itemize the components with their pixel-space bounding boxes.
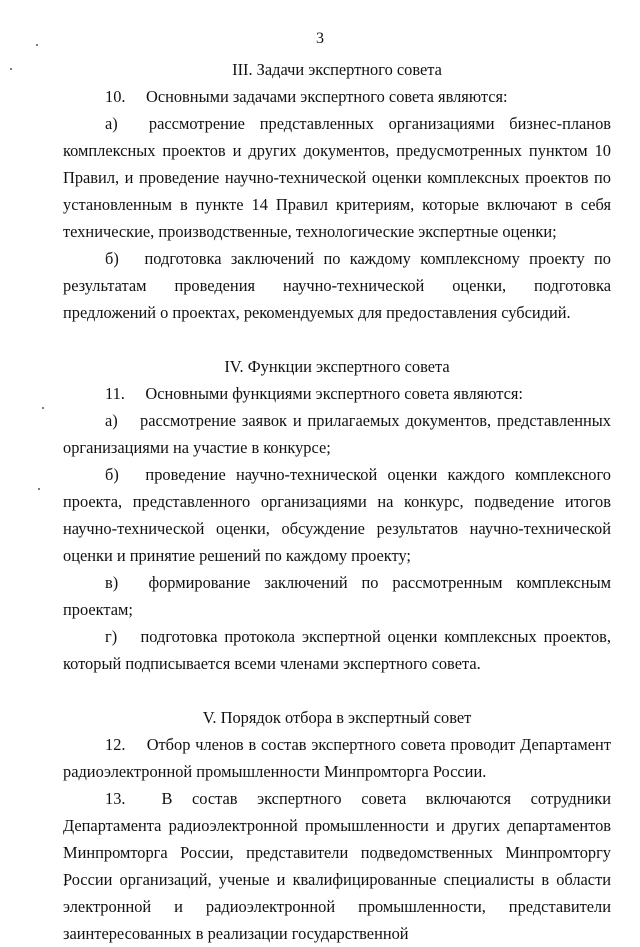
paragraph-11: 11. Основными функциями экспертного совета являются:	[105, 384, 523, 403]
paragraph-13: 13. В состав экспертного совета включаются сотрудники Департамента радиоэлектронной промышленности и других департаментов Минпромторга России, представители подведомственных Минпромторгу России организаций, ученые и квалифицированные специалисты в области электронной и радиоэлектронной промышленности, представители заинтересованных в реализации государственной	[63, 789, 611, 943]
paragraph-12: 12. Отбор членов в состав экспертного совета проводит Департамент радиоэлектронной промышленности Минпромторга России.	[63, 735, 611, 781]
section-heading-4: IV. Функции экспертного совета	[224, 357, 450, 376]
scan-speck	[38, 488, 40, 490]
scan-speck	[36, 44, 38, 46]
page-number: 3	[316, 30, 324, 47]
paragraph-11b: б) проведение научно-технической оценки каждого комплексного проекта, представленного организациями на конкурс, подведение итогов научно-технической оценки, обсуждение результатов научно-технической оценки и принятие решений по каждому проекту;	[63, 465, 611, 565]
paragraph-11v: в) формирование заключений по рассмотренным комплексным проектам;	[63, 573, 611, 619]
paragraph-11a: а) рассмотрение заявок и прилагаемых документов, представленных организациями на участие в конкурсе;	[63, 411, 611, 457]
section-heading-3: III. Задачи экспертного совета	[232, 60, 442, 79]
section-heading-5: V. Порядок отбора в экспертный совет	[202, 708, 472, 727]
scan-speck	[10, 68, 12, 70]
paragraph-10a: а) рассмотрение представленных организациями бизнес-планов комплексных проектов и других документов, предусмотренных пунктом 10 Правил, и проведение научно-технической оценки комплексных проектов по установленным в пункте 14 Правил критериям, которые включают в себя технические, производственные, технологические экспертные оценки;	[63, 114, 611, 241]
paragraph-10: 10. Основными задачами экспертного совета являются:	[105, 87, 508, 106]
paragraph-11g: г) подготовка протокола экспертной оценки комплексных проектов, который подписывается всеми членами экспертного совета.	[63, 627, 611, 673]
paragraph-10b: б) подготовка заключений по каждому комплексному проекту по результатам проведения научно-технической оценки, подготовка предложений о проектах, рекомендуемых для предоставления субсидий.	[63, 249, 611, 322]
document-body	[63, 56, 611, 947]
scan-speck	[42, 407, 44, 409]
